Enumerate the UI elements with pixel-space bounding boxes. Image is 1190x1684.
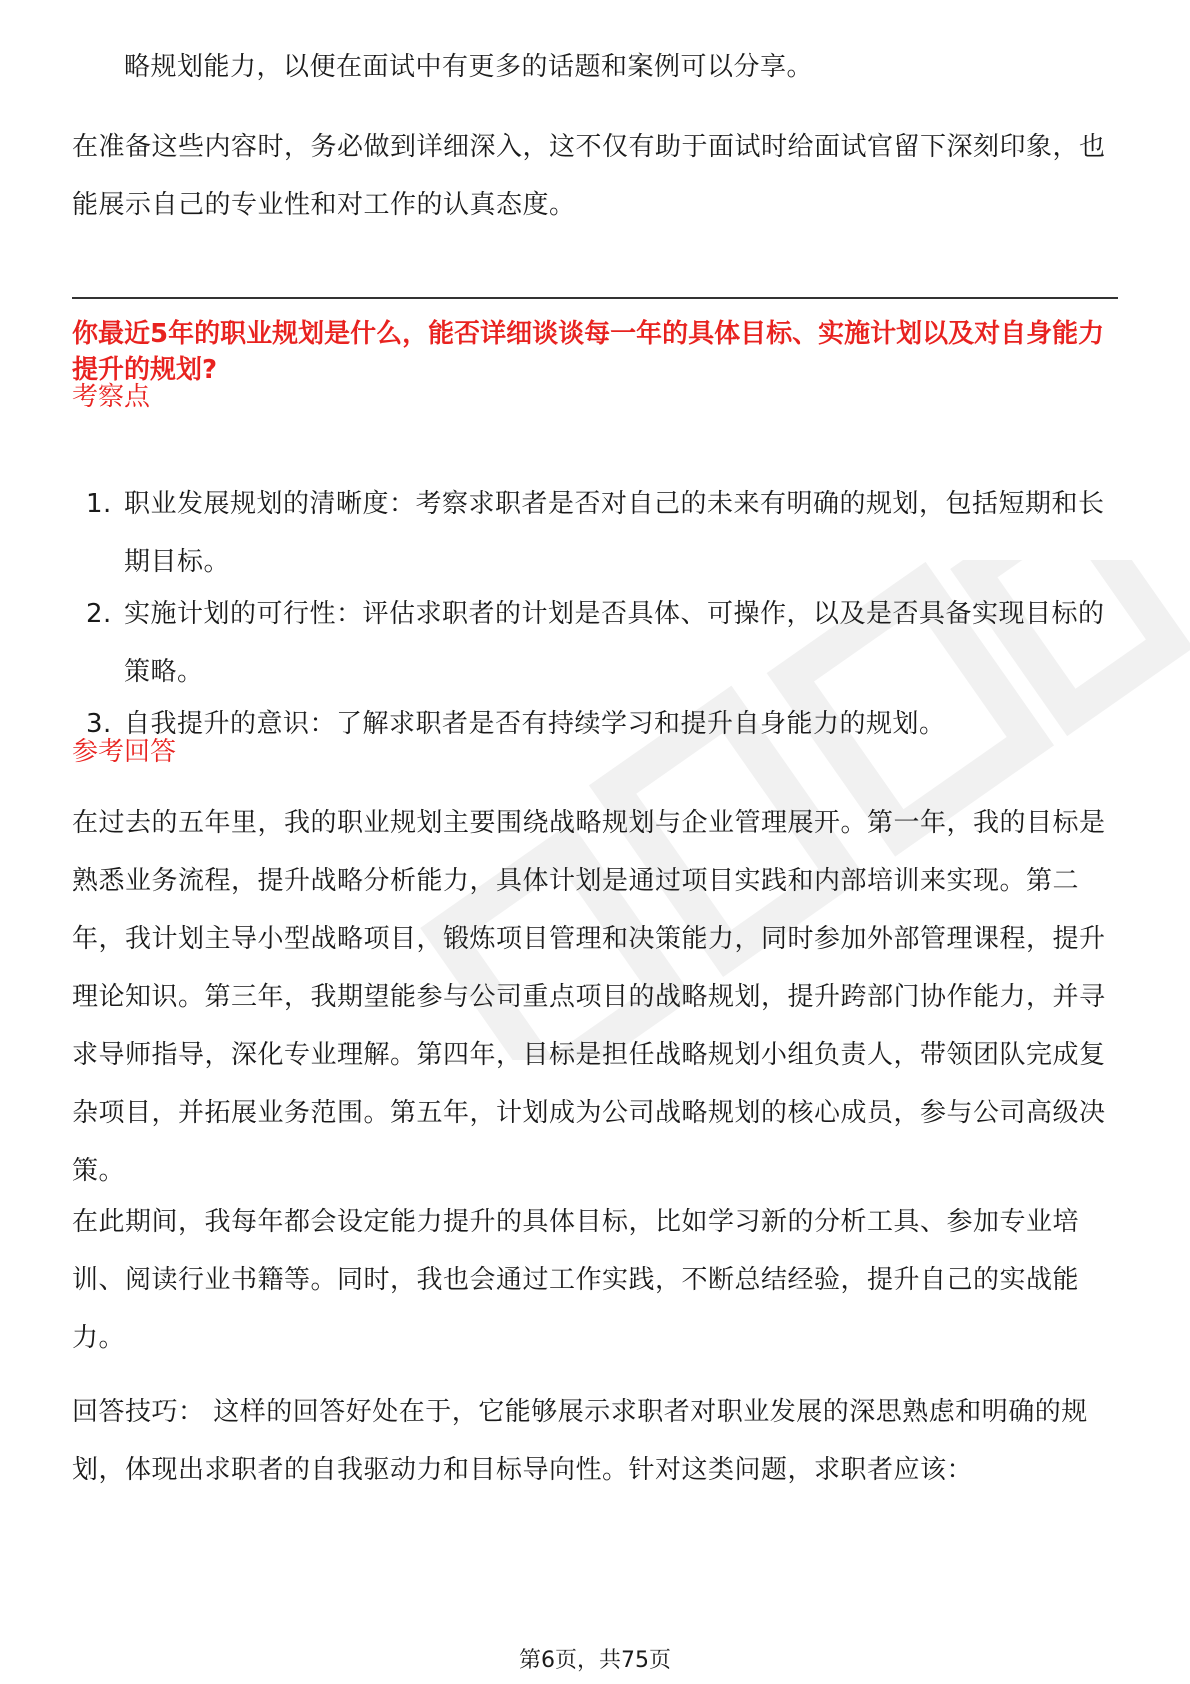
assessment-list — [72, 475, 1118, 753]
question-heading: 你最近5年的职业规划是什么，能否详细谈谈每一年的具体目标、实施计划以及对自身能力提升的规划? — [72, 319, 1105, 385]
intro-continued-text: 略规划能力，以便在面试中有更多的话题和案例可以分享。 — [124, 52, 814, 82]
list-item — [72, 585, 1118, 701]
answer-heading: 参考回答 — [72, 737, 177, 767]
list-item-text: 自我提升的意识：了解求职者是否有持续学习和提升自身能力的规划。 — [124, 709, 946, 739]
assessment-heading: 考察点 — [72, 382, 151, 412]
list-item — [72, 695, 1118, 753]
list-item-number: 2. — [86, 599, 112, 629]
answer-tips-paragraph: 回答技巧： 这样的回答好处在于，它能够展示求职者对职业发展的深思熟虑和明确的规划，体现出求职者的自我驱动力和目标导向性。针对这类问题，求职者应该： — [72, 1397, 1088, 1485]
page-footer: 第6页，共75页 — [519, 1648, 671, 1673]
list-item-text: 职业发展规划的清晰度：考察求职者是否对自己的未来有明确的规划，包括短期和长期目标。 — [124, 489, 1105, 577]
answer-paragraph-1: 在过去的五年里，我的职业规划主要围绕战略规划与企业管理展开。第一年，我的目标是熟悉业务流程，提升战略分析能力，具体计划是通过项目实践和内部培训来实现。第二年，我计划主导小型战略项目，锻炼项目管理和决策能力，同时参加外部管理课程，提升理论知识。第三年，我期望能参与公司重点项目的战略规划，提升跨部门协作能力，并寻求导师指导，深化专业理解。第四年，目标是担任战略规划小组负责人，带领团队完成复杂项目，并拓展业务范围。第五年，计划成为公司战略规划的核心成员，参与公司高级决策。 — [72, 808, 1106, 1186]
intro-closing-paragraph: 在准备这些内容时，务必做到详细深入，这不仅有助于面试时给面试官留下深刻印象，也能展示自己的专业性和对工作的认真态度。 — [72, 132, 1106, 220]
list-item-number: 1. — [86, 489, 112, 519]
list-item — [72, 475, 1118, 591]
list-item-text: 实施计划的可行性：评估求职者的计划是否具体、可操作，以及是否具备实现目标的策略。 — [124, 599, 1105, 687]
answer-paragraph-2: 在此期间，我每年都会设定能力提升的具体目标，比如学习新的分析工具、参加专业培训、阅读行业书籍等。同时，我也会通过工作实践，不断总结经验，提升自己的实战能力。 — [72, 1207, 1080, 1353]
list-item-number: 3. — [86, 709, 112, 739]
section-divider — [72, 297, 1118, 299]
